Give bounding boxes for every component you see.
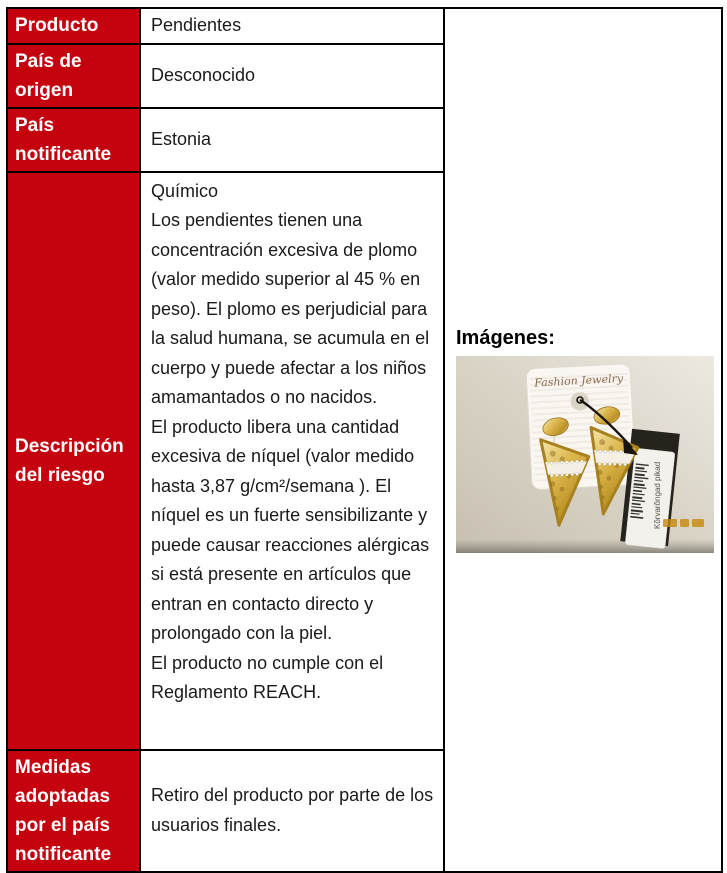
risk-reach-text: El producto no cumple con el Reglamento REACH. bbox=[151, 652, 384, 702]
risk-nickel-text: El producto libera una cantidad excesiva de níquel (valor medido hasta 3,87 g/cm²/semana ). El níquel es un fuerte sensibilizante y puede causar reacciones alérgicas si está presente en artículos que entran en contacto directo y prolongado con la piel. bbox=[151, 416, 430, 643]
row-label-medidas: Medidas adoptadas por el país notificante bbox=[7, 750, 140, 872]
row-label-descripcion-riesgo: Descripción del riesgo bbox=[7, 172, 140, 750]
tag-label-text: Kõrvarõngad pikad bbox=[653, 461, 662, 529]
row-value-pais-origen: Desconocido bbox=[140, 44, 444, 108]
images-heading: Imágenes: bbox=[456, 326, 555, 349]
product-photo bbox=[456, 356, 714, 553]
date-stamp bbox=[663, 519, 704, 527]
row-value-producto: Pendientes bbox=[140, 8, 444, 44]
product-alert-table bbox=[6, 7, 723, 873]
row-label-pais-origen: País de origen bbox=[7, 44, 140, 108]
risk-lead-text: Los pendientes tienen una concentración excesiva de plomo (valor medido superior al 45 % en peso). El plomo es perjudicial para la salud humana, se acumula en el cuerpo y puede afectar a los niños amamantados o no nacidos. bbox=[151, 210, 430, 407]
risk-type-text: Químico bbox=[151, 180, 219, 201]
images-block bbox=[456, 327, 721, 553]
row-label-pais-notificante: País notificante bbox=[7, 108, 140, 172]
table-row-producto bbox=[7, 8, 722, 44]
card-brand-text: Fashion Jewelry bbox=[534, 371, 624, 390]
row-value-descripcion-riesgo bbox=[140, 172, 444, 750]
row-value-medidas: Retiro del producto por parte de los usuarios finales. bbox=[140, 750, 444, 872]
images-cell bbox=[444, 8, 722, 872]
photo-bottom-shadow bbox=[456, 539, 714, 553]
row-value-pais-notificante: Estonia bbox=[140, 108, 444, 172]
row-label-producto: Producto bbox=[7, 8, 140, 44]
